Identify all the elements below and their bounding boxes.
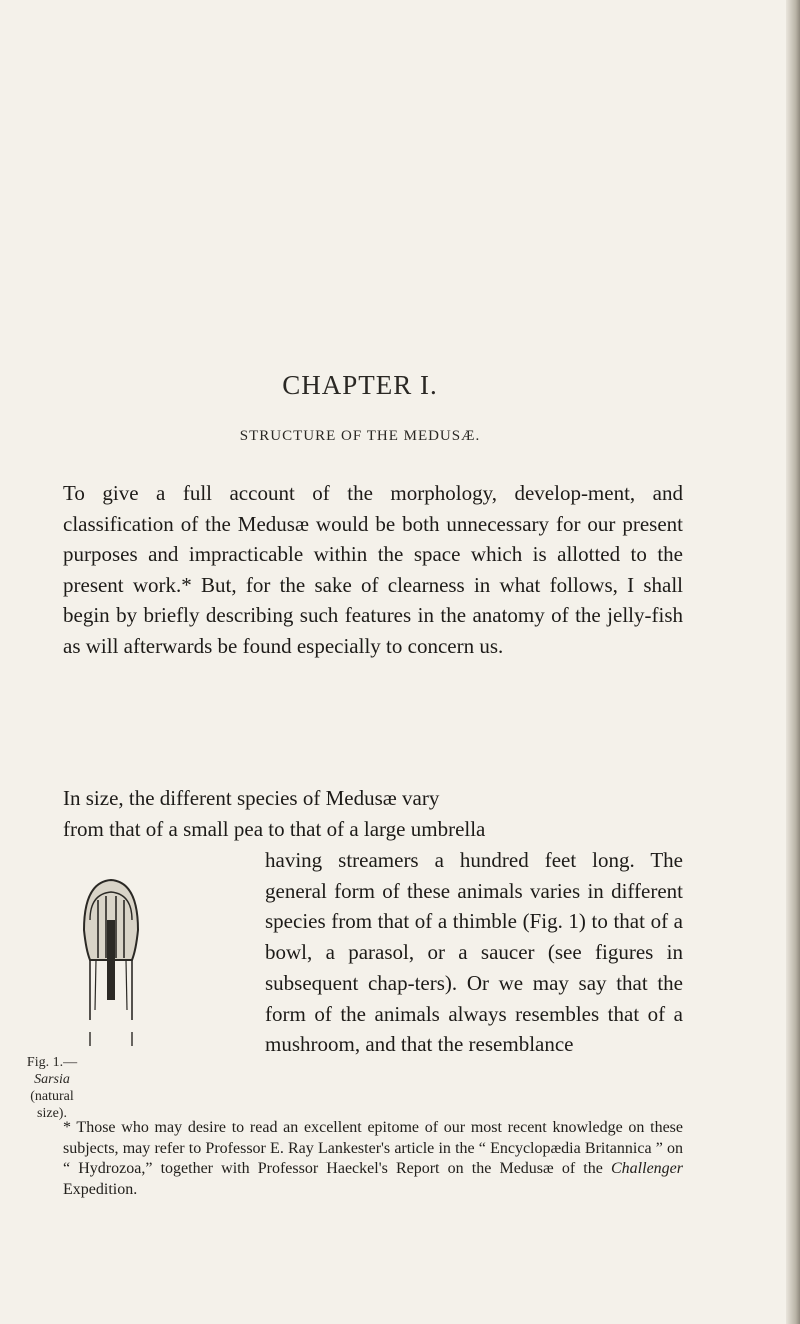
paragraph-2-start <box>63 783 683 844</box>
figure-caption <box>12 1054 92 1122</box>
footnote-text-end: Expedition. <box>63 1180 138 1198</box>
figure-caption-line-4: size). <box>37 1106 67 1121</box>
footnote-text: * Those who may desire to read an excellent epitome of our most recent knowledge on these subjects, may refer to Professor E. Ray Lankester's article in the “ Encyclopædia Britannica ” on “ Hydrozoa,” together with Professor Haeckel's Report on the Medusæ of the <box>63 1119 683 1178</box>
paragraph-2-line-1: In size, the different species of Medusæ vary <box>63 786 440 810</box>
footnote <box>63 1118 683 1200</box>
paragraph-2-wrapped: having streamers a hundred feet long. The general form of these animals varies in different species from that of a thimble (Fig. 1) to that of a bowl, a parasol, or a saucer (see figures in subsequent chap-ters). Or we may say that the form of the animals always resembles that of a mushroom, and that the resemblance <box>265 848 683 1057</box>
figure-caption-line-3: (natural <box>30 1089 74 1104</box>
paragraph-2-line-2: from that of a small pea to that of a large umbrella <box>63 816 486 841</box>
page-edge <box>786 0 800 1324</box>
section-title: STRUCTURE OF THE MEDUSÆ. <box>239 428 481 444</box>
paragraph-1: To give a full account of the morphology, develop-ment, and classification of the Medusæ would be both unnecessary for our present purposes and impracticable within the space which is allotted to the present work.* But, for the sake of clearness in what follows, I shall begin by briefly describing such features in the anatomy of the jelly-fish as will afterwards be found especially to concern us. <box>63 481 683 658</box>
figure-sarsia <box>62 860 238 1050</box>
sarsia-illustration <box>76 860 146 1050</box>
figure-caption-line-1: Fig. 1.— <box>26 1055 78 1070</box>
figure-caption-line-2: Sarsia <box>34 1072 70 1087</box>
footnote-italic-title: Challenger <box>611 1160 683 1178</box>
chapter-heading: CHAPTER I. <box>282 370 438 400</box>
